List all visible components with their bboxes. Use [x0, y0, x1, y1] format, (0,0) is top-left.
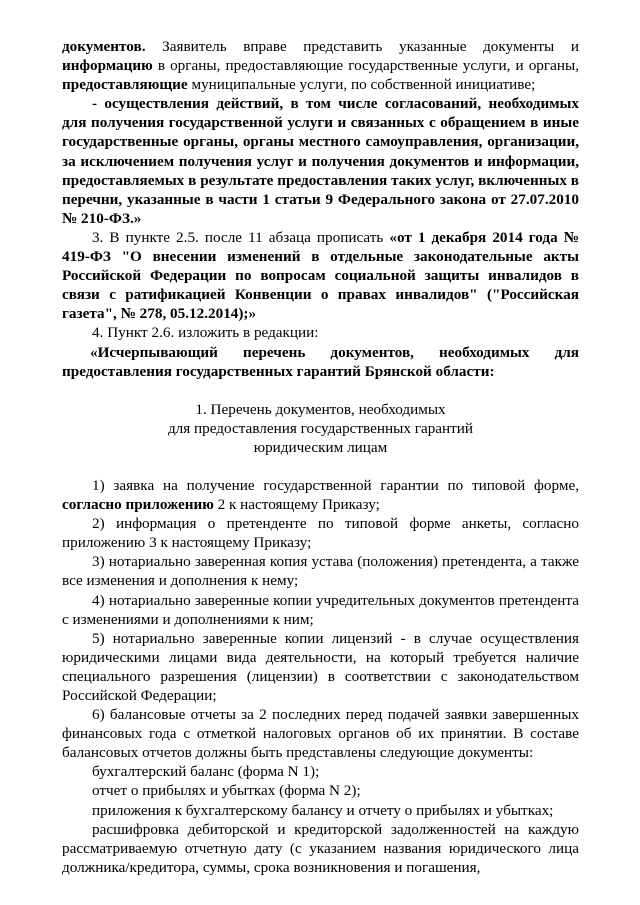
section-heading	[62, 400, 579, 457]
sub-item-debt-breakdown: расшифровка дебиторской и кредиторской задолженностей на каждую рассматриваемую отчетную дату (с указанием названия юридического лица должника/кредитора, суммы, срока возникновения и погашения,	[62, 820, 579, 876]
sub-item-balance-sheet: бухгалтерский баланс (форма N 1);	[92, 763, 320, 781]
text-run: 3. В пункте 2.5. после 11 абзаца прописать	[92, 228, 390, 246]
bold-phrase: «от 1 декабря 2014 года № 419-ФЗ "О внесении изменений в отдельные законодательные акты Российской Федерации по вопросам социальной защиты инвалидов в связи с ратификацией Конвенции о правах инвалидов" ("Российская газета", № 278, 05.12.2014);»	[62, 228, 579, 323]
text-run: Заявитель вправе представить указанные документы и	[145, 38, 579, 55]
text-run: 1) заявка на получение государственной гарантии по типовой форме,	[92, 476, 579, 494]
paragraph-actions-clause: - осуществления действий, в том числе согласований, необходимых для получения государственной услуги и связанных с обращением в иные государственные органы, органы местного самоуправления, организации, за исключением получения услуг и получения документов и информации, предоставляемых в результате предоставления таких услуг, включенных в перечни, указанные в части 1 статьи 9 Федерального закона от 27.07.2010 № 210-ФЗ.»	[62, 95, 579, 227]
sub-item-profit-loss: отчет о прибылях и убытках (форма N 2);	[92, 782, 361, 800]
heading-line-1: 1. Перечень документов, необходимых	[195, 400, 446, 418]
paragraph-item-4: 4. Пункт 2.6. изложить в редакции:	[92, 324, 319, 342]
list-item-5: 5) нотариально заверенные копии лицензий - в случае осуществления юридическими лицами вида деятельности, на который требуется наличие специального разрешения (лицензии) в соответствии с законодательством Российской Федерации;	[62, 629, 579, 704]
text-run: муниципальные услуги, по собственной инициативе;	[187, 76, 536, 94]
list-item-2: 2) информация о претенденте по типовой форме анкеты, согласно приложению 3 к настоящему Приказу;	[62, 515, 579, 552]
list-item-3: 3) нотариально заверенная копия устава (положения) претендента, а также все изменения и дополнения к нему;	[62, 553, 579, 590]
list-item-6: 6) балансовые отчеты за 2 последних перед подачей заявки завершенных финансовых года с отметкой налоговых органов об их принятии. В составе балансовых отчетов должны быть представлены следующие документы:	[62, 706, 579, 762]
heading-line-2: для предоставления государственных гарантий	[167, 419, 474, 437]
bold-phrase: информацию	[62, 57, 153, 75]
bold-phrase: предоставляющие	[62, 76, 188, 94]
document-body	[62, 37, 579, 877]
bold-phrase: согласно приложению	[62, 496, 214, 514]
heading-line-3: юридическим лицам	[253, 438, 388, 456]
paragraph-exhaustive-list: «Исчерпывающий перечень документов, необходимых для предоставления государственных гарантий Брянской области:	[62, 343, 579, 380]
text-run: 2 к настоящему Приказу;	[213, 496, 380, 514]
paragraph-applicant-rights	[62, 37, 579, 94]
sub-item-appendices: приложения к бухгалтерскому балансу и отчету о прибылях и убытках;	[92, 801, 554, 819]
list-item-4: 4) нотариально заверенные копии учредительных документов претендента с изменениями и дополнениями к ним;	[62, 591, 579, 628]
paragraph-item-3	[62, 228, 579, 323]
list-item-1	[62, 476, 579, 514]
text-run: в органы, предоставляющие государственные услуги, и органы,	[152, 57, 579, 75]
bold-phrase: документов.	[62, 38, 146, 55]
